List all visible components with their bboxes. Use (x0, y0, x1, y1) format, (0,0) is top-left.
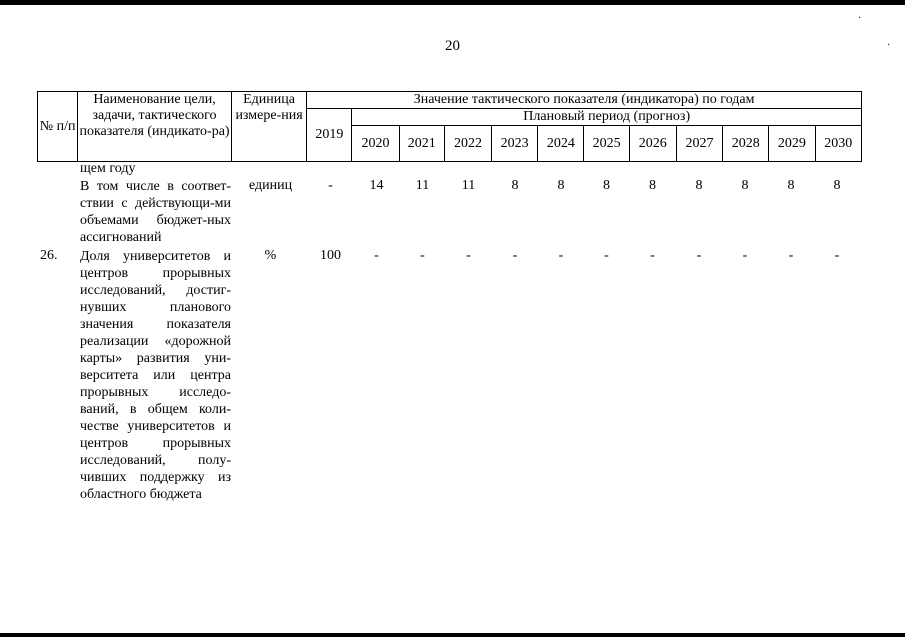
row-value: - (788, 248, 794, 263)
row-name: щем году (80, 161, 136, 176)
row-number: 26. (40, 248, 58, 263)
row-value: 8 (603, 178, 610, 193)
row-value: - (696, 248, 702, 263)
row-value: 8 (787, 178, 795, 193)
header-year: 2025 (584, 126, 629, 162)
header-year: 2021 (399, 126, 444, 162)
header-year: 2019 (307, 109, 352, 162)
header-num: № п/п (38, 92, 78, 162)
row-value: - (834, 248, 840, 263)
row-value: - (466, 248, 471, 263)
row-value: 8 (741, 178, 749, 193)
row-value: 14 (369, 178, 384, 193)
header-unit: Единица измере-ния (231, 92, 306, 162)
row-value: 100 (320, 248, 341, 263)
header-plan-period: Плановый период (прогноз) (352, 109, 862, 126)
row-value: - (650, 248, 655, 263)
scan-speck: · (858, 13, 862, 24)
row-value: 11 (415, 178, 430, 193)
row-unit: % (264, 248, 277, 263)
header-year: 2024 (538, 126, 584, 162)
page-number: 20 (445, 38, 460, 54)
row-value: - (558, 248, 564, 263)
row-value: 11 (461, 178, 476, 193)
indicator-table-header (37, 91, 862, 162)
header-year: 2030 (815, 126, 862, 162)
row-name: Доля университетов и центров прорывных исследований, достиг-нувших планового значения показателя реализации «дорожной карты» развития уни-верситета или центра прорывных исследо-ваний, в общем коли-честве университетов и центров прорывных исследований, полу-чивших поддержку из областного бюджета (80, 249, 231, 502)
row-name: В том числе в соответ-ствии с действующи-ми объемами бюджет-ных ассигнований (80, 179, 231, 245)
row-value: 8 (511, 178, 519, 193)
page-bottom-edge (0, 633, 905, 637)
row-value: - (512, 248, 518, 263)
row-value: - (742, 248, 748, 263)
row-value: - (604, 248, 609, 263)
header-year: 2023 (492, 126, 538, 162)
header-value-group: Значение тактического показателя (индикатора) по годам (307, 92, 862, 109)
row-value: 8 (695, 178, 703, 193)
row-value: - (420, 248, 425, 263)
header-year: 2022 (444, 126, 491, 162)
header-name: Наименование цели, задачи, тактического показателя (индикато-ра) (78, 92, 232, 162)
header-year: 2020 (352, 126, 399, 162)
header-year: 2029 (769, 126, 815, 162)
row-unit: единиц (248, 178, 293, 193)
row-value: - (328, 178, 333, 193)
row-value: 8 (557, 178, 565, 193)
scan-speck: · (887, 40, 891, 51)
row-value: 8 (833, 178, 841, 193)
header-year: 2026 (629, 126, 676, 162)
header-year: 2027 (676, 126, 722, 162)
row-value: - (374, 248, 379, 263)
row-value: 8 (649, 178, 656, 193)
page-top-edge (0, 0, 905, 5)
header-year: 2028 (723, 126, 769, 162)
